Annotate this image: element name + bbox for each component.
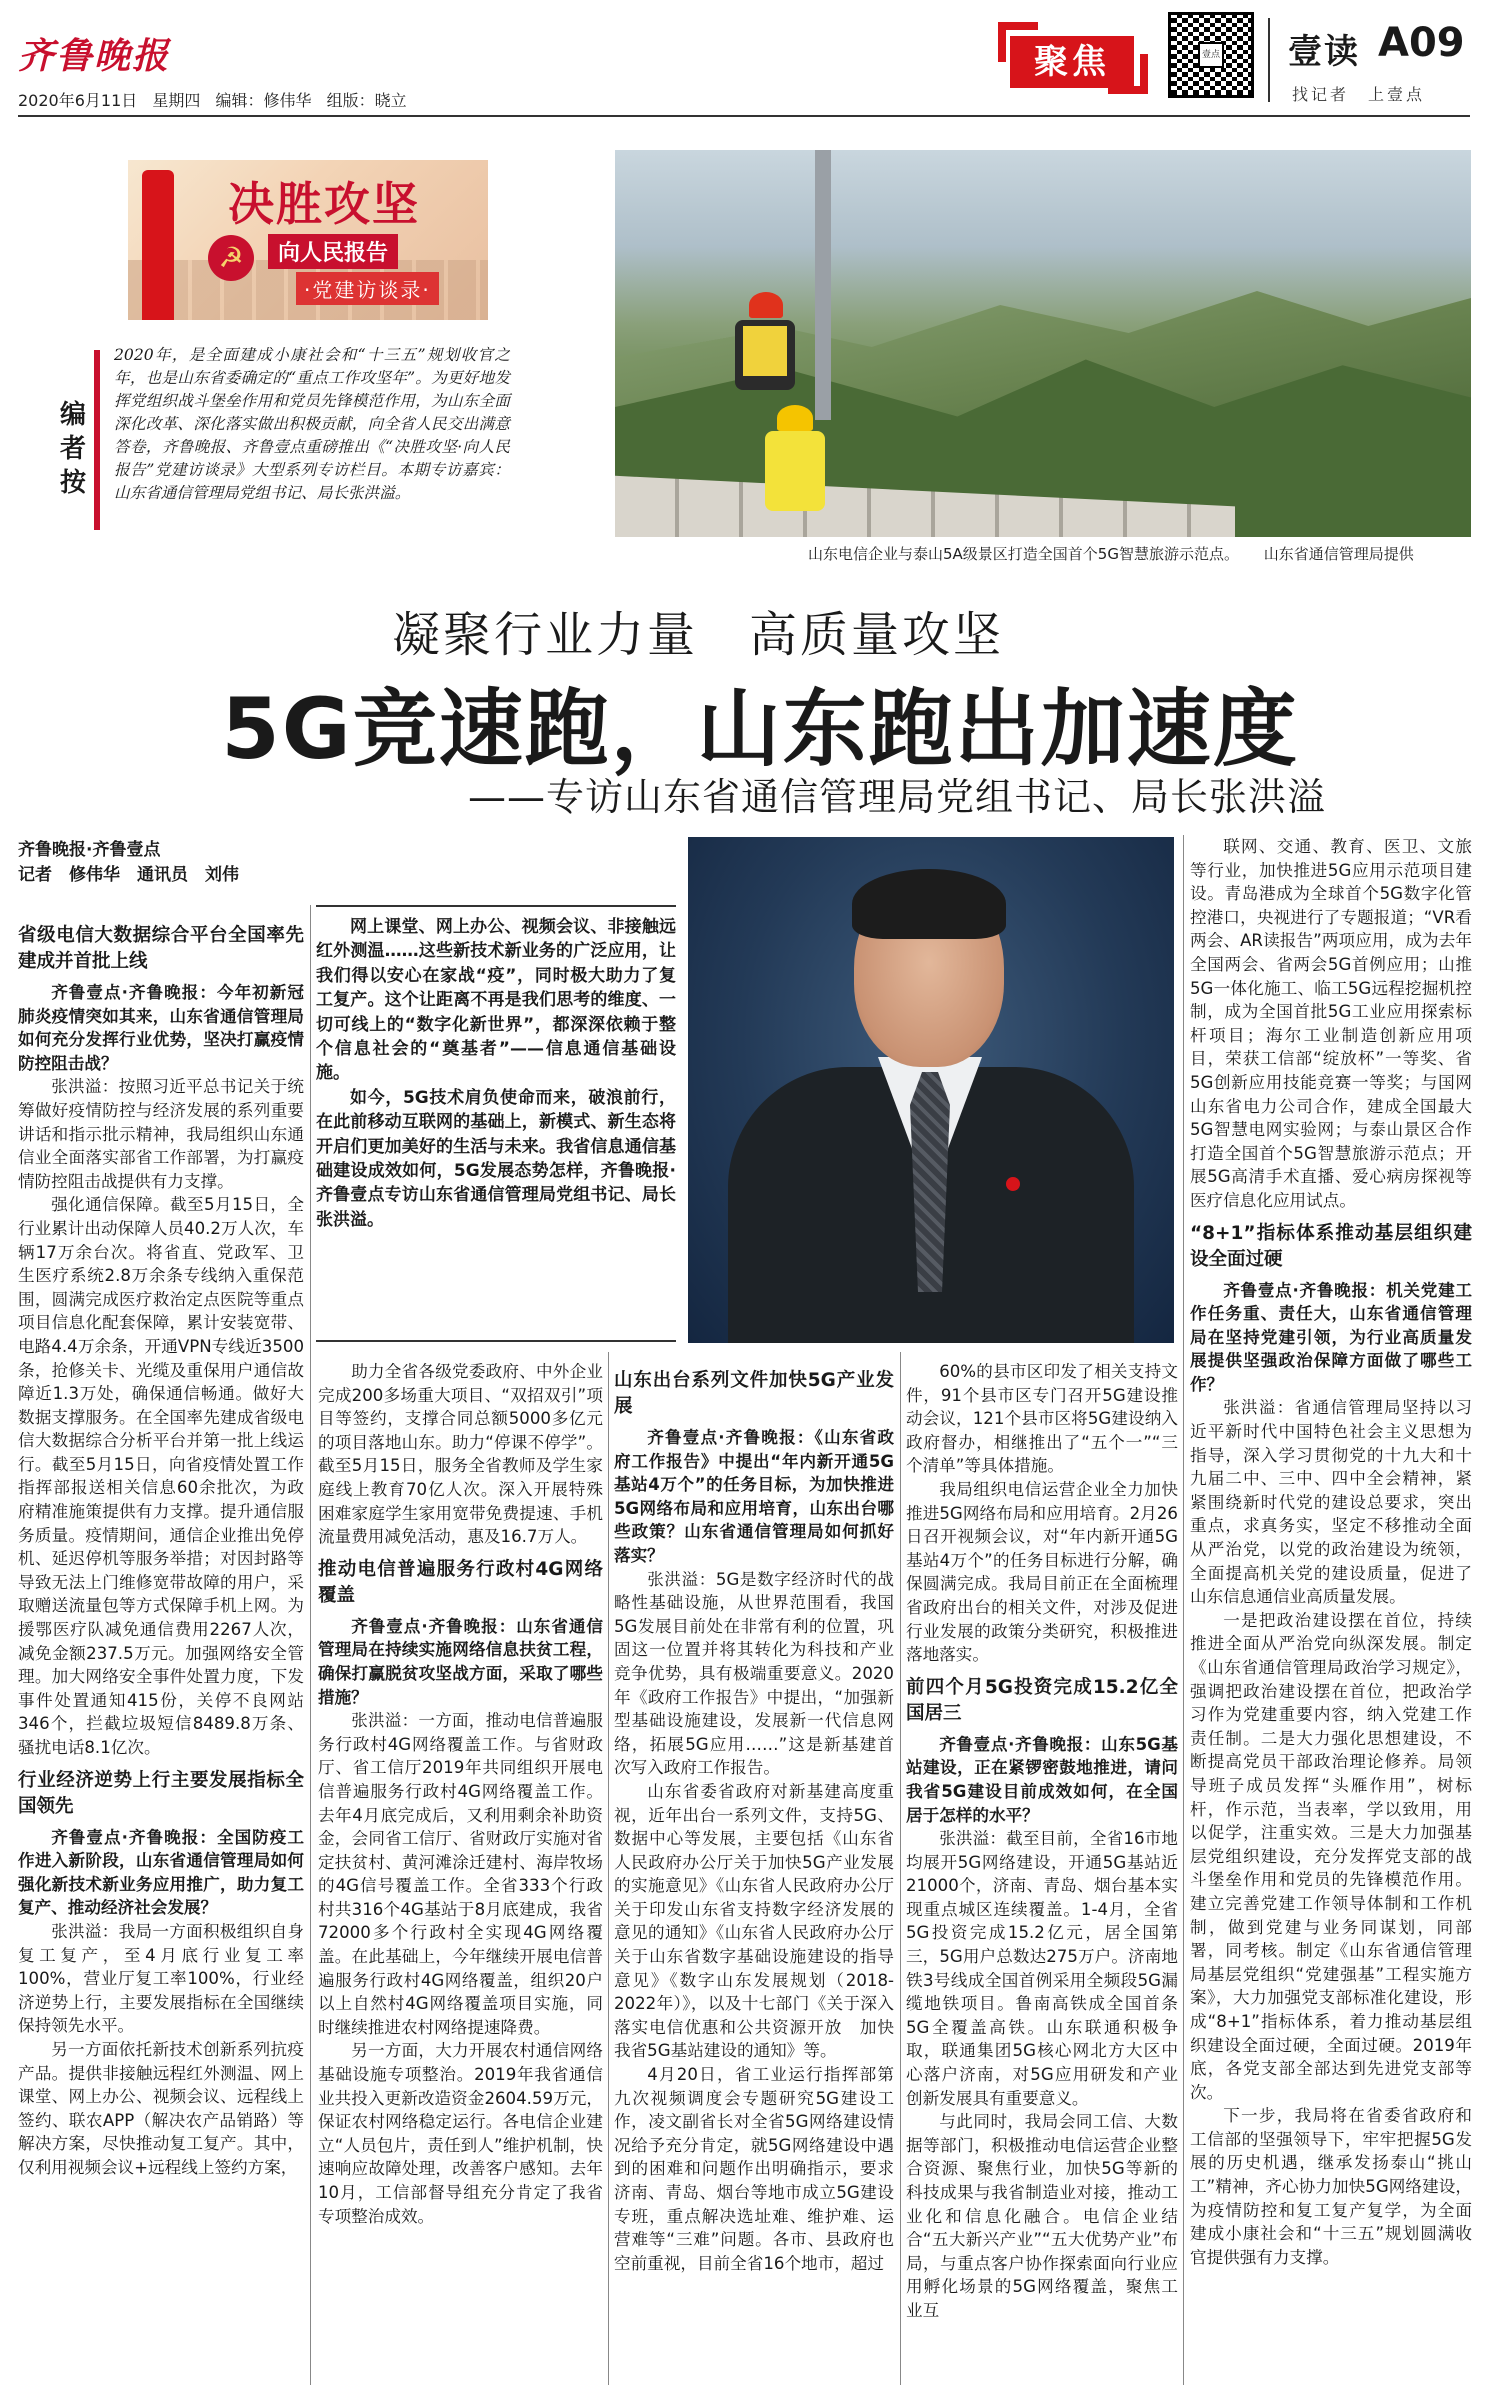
body-paragraph: 下一步，我局将在省委省政府和工信部的坚强领导下，牢牢把握5G发展的历史机遇，继承发扬泰山“挑山工”精神，齐心协力加快5G网络建设，为疫情防控和复工复产复学，为全面建成小康社会和“十三五”规划圆满收官提供强有力支撑。	[1190, 2106, 1472, 2267]
column-divider	[900, 1352, 901, 2385]
reporter-slogan: 找记者 上壹点	[1292, 85, 1426, 104]
article-column-1	[18, 915, 304, 2180]
banner-tag: ·党建访谈录·	[296, 272, 439, 305]
section-name: 壹读	[1288, 32, 1360, 72]
photo-caption	[808, 543, 1414, 564]
party-pin-icon	[1006, 1177, 1020, 1191]
question-paragraph: 齐鲁壹点·齐鲁晚报：山东省通信管理局在持续实施网络信息扶贫工程，确保打赢脱贫攻坚战方面，采取了哪些措施？	[318, 1616, 603, 1707]
body-paragraph: 一是把政治建设摆在首位，持续推进全面从严治党向纵深发展。制定《山东省通信管理局政治学习规定》，强调把政治建设摆在首位，把政治学习作为党建重要内容，纳入党建工作责任制。二是大力强化思想建设，不断提高党员干部政治理论修养。局领导班子成员发挥“头雁作用”，树标杆，作示范，当表率，学以致用，用以促学，注重实效。三是大力加强基层党组织建设，充分发挥党支部的战斗堡垒作用和党员的先锋模范作用。建立完善党建工作领导体制和工作机制，做到党建与业务同谋划，同部署，同考核。制定《山东省通信管理局基层党组织“党建强基”工程实施方案》，大力加强党支部标准化建设，形成“8+1”指标体系，着力推动基层组织建设全面过硬，全面过硬。2019年底，各党支部全部达到先进党支部等次。	[1190, 1610, 1472, 2102]
intro-paragraph: 如今，5G技术肩负使命而来，破浪前行，在此前移动互联网的基础上，新模式、新生态将开启们更加美好的生活与未来。我省信息通信基础建设成效如何，5G发展态势怎样，齐鲁晚报·齐鲁壹点专访山东省通信管理局党组书记、局长张洪溢。	[316, 1087, 676, 1230]
photo-credit: 山东省通信管理局提供	[1263, 545, 1414, 563]
banner-title: 决胜攻坚	[228, 177, 420, 231]
editor-note-text: 2020年，是全面建成小康社会和“十三五”规划收官之年，也是山东省委确定的“重点工作攻坚年”。为更好地发挥党组织战斗堡垒作用和党员先锋模范作用，为山东全面深化改革、深化落实做出积极贡献，向全省人民交出满意答卷，齐鲁晚报、齐鲁壹点重磅推出《“决胜攻坚·向人民报告”党建访谈录》大型系列专访栏目。本期专访嘉宾：山东省通信管理局党组书记、局长张洪溢。	[114, 346, 510, 502]
newspaper-logo: 齐鲁晚报	[18, 35, 171, 77]
body-paragraph: 60%的县市区印发了相关支持文件，91个县市区专门召开5G建设推动会议，121个县市区将5G建设纳入政府督办，相继推出了“五个一”“三个清单”等具体措施。	[906, 1362, 1178, 1476]
section-label: 聚焦	[1010, 36, 1134, 88]
article-column-2	[318, 1360, 603, 2228]
answer-paragraph: 张洪溢：截至目前，全省16市地均展开5G网络建设，开通5G基站近21000个，济南、青岛、烟台基本实现重点城区连续覆盖。1-4月，全省5G投资完成15.2亿元，居全国第三，5G用户总数达275万户。济南地铁3号线成全国首例采用全频段5G漏缆地铁项目。鲁南高铁成全国首条5G全覆盖高铁。山东联通积极争取，联通集团5G核心网北方大区中心落户济南，对5G应用研发和产业创新发展具有重要意义。	[906, 1829, 1178, 2108]
issue-info	[18, 88, 407, 111]
note-accent-bar	[94, 350, 100, 530]
headline-subtitle: ——专访山东省通信管理局党组书记、局长张洪溢	[468, 775, 1327, 819]
column-banner	[128, 160, 488, 320]
section-heading: 推动电信普遍服务行政村4G网络覆盖	[318, 1558, 603, 1606]
column-divider	[608, 1352, 609, 2385]
qr-center-logo: 壹点	[1198, 42, 1224, 68]
header-divider	[1268, 18, 1270, 102]
answer-paragraph: 张洪溢：5G是数字经济时代的战略性基础设施，从世界范围看，我国5G发展目前处在非常有利的位置，巩固这一位置并将其转化为科技和产业竞争优势，具有极端重要意义。2020年《政府工作报告》中提出，“加强新型基础设施建设，发展新一代信息网络，拓展5G应用……”这是新基建首次写入政府工作报告。	[614, 1569, 894, 1778]
feature-photo	[615, 150, 1471, 537]
body-paragraph: 4月20日，省工业运行指挥部第九次视频调度会专题研究5G建设工作，凌文副省长对全省5G网络建设情况给予充分肯定，就5G网络建设中遇到的困难和问题作出明确指示，要求济南、青岛、烟台等地市成立5G建设专班，重点解决选址难、维护难、运营难等“三难”问题。各市、县政府也空前重视，目前全省16个地市，超过	[614, 2065, 894, 2273]
answer-paragraph: 张洪溢：按照习近平总书记关于统筹做好疫情防控与经济发展的系列重要讲话和指示批示精神，我局组织山东通信业全面落实部省工作部署，为打赢疫情防控阻击战提供有力支撑。	[18, 1077, 304, 1191]
article-column-3	[614, 1360, 894, 2275]
section-badge	[998, 22, 1148, 94]
column-divider	[1183, 835, 1184, 2385]
issue-date: 2020年6月11日	[18, 91, 138, 110]
question-paragraph: 齐鲁壹点·齐鲁晚报：今年初新冠肺炎疫情突如其来，山东省通信管理局如何充分发挥行业优势，坚决打赢疫情防控阻击战？	[18, 983, 304, 1073]
question-paragraph: 齐鲁壹点·齐鲁晚报：山东5G基站建设，正在紧锣密鼓地推进，请问我省5G建设目前成效如何，在全国居于怎样的水平？	[906, 1734, 1178, 1825]
body-paragraph: 强化通信保障。截至5月15日，全行业累计出动保障人员40.2万人次，车辆17万余台次。将省直、党政军、卫生医疗系统2.8万余条专线纳入重保范围，圆满完成医疗救治定点医院等重点项目信息化配套保障，累计安装宽带、电路4.4万余条，开通VPN专线近3500条，抢修关卡、光缆及重保用户通信故障近1.3万处，确保通信畅通。做好大数据支撑服务。在全国率先建成省级电信大数据综合分析平台并第一批上线运行。截至5月15日，向省疫情处置工作指挥部报送相关信息60余批次，为政府精准施策提供有力支撑。提升通信服务质量。疫情期间，通信企业推出免停机、延迟停机等服务举措；对因封路等导致无法上门维修宽带故障的用户，采取赠送流量包等方式保障手机上网。为援鄂医疗队减免通信费用2267人次，减免金额237.5万元。加强网络安全管理。加大网络安全事件处置力度，下发事件处置通知415份，关停不良网站346个，拦截垃圾短信8489.8万条、骚扰电话8.1亿次。	[18, 1195, 304, 1757]
intro-box	[316, 915, 676, 1232]
photo-caption-text: 山东电信企业与泰山5A级景区打造全国首个5G智慧旅游示范点。	[808, 545, 1239, 563]
photo-worker	[765, 405, 825, 515]
section-heading: “8+1”指标体系推动基层组织建设全面过硬	[1190, 1222, 1472, 1270]
editor-note-label: 编者按	[59, 400, 86, 498]
article-column-4	[906, 1360, 1178, 2323]
section-heading: 山东出台系列文件加快5G产业发展	[614, 1370, 894, 1417]
question-paragraph: 齐鲁壹点·齐鲁晚报：机关党建工作任务重、责任大，山东省通信管理局在坚持党建引领，为行业高质量发展提供坚强政治保障方面做了哪些工作？	[1190, 1280, 1472, 1394]
interviewee-portrait	[688, 837, 1174, 1343]
portrait-hair	[852, 869, 1006, 939]
body-paragraph: 另一方面，大力开展农村通信网络基础设施专项整治。2019年我省通信业共投入更新改造资金2604.59万元，保证农村网络稳定运行。各电信企业建立“人员包片，责任到人”维护机制，快速响应故障处理，改善客户感知。去年10月，工信部督导组充分肯定了我省专项整治成效。	[318, 2041, 603, 2226]
page-number: A09	[1378, 20, 1465, 66]
byline-outlet: 齐鲁晚报·齐鲁壹点	[18, 840, 161, 860]
section-heading: 省级电信大数据综合平台全国率先建成并首批上线	[18, 925, 304, 972]
banner-subtitle: 向人民报告	[268, 234, 398, 269]
banner-tower-decoration	[142, 170, 174, 320]
photo-worker	[735, 290, 795, 420]
intro-top-rule	[316, 905, 676, 907]
photo-antenna-pole	[815, 150, 831, 420]
column-divider	[310, 905, 311, 2385]
intro-paragraph: 网上课堂、网上办公、视频会议、非接触远红外测温……这些新技术新业务的广泛应用，让我们得以安心在家战“疫”，同时极大助力了复工复产。这个让距离不再是我们思考的维度、一切可线上的“数字化新世界”，都深深依赖于整个信息社会的“奠基者”——信息通信基础设施。	[316, 917, 676, 1084]
body-paragraph: 山东省委省政府对新基建高度重视，近年出台一系列文件，支持5G、数据中心等发展，主要包括《山东省人民政府办公厅关于加快5G产业发展的实施意见》《山东省人民政府办公厅关于印发山东省支持数字经济发展的意见的通知》《山东省人民政府办公厅关于山东省数字基础设施建设的指导意见》《数字山东发展规划（2018-2022年）》，以及十七部门《关于深入落实电信优惠和公共资源开放 加快我省5G基站建设的通知》等。	[614, 1781, 894, 2061]
party-emblem-icon: ☭	[208, 235, 254, 281]
answer-paragraph: 张洪溢：一方面，推动电信普遍服务行政村4G网络覆盖工作。与省财政厅、省工信厅2019年共同组织开展电信普遍服务行政村4G网络覆盖工作。去年4月底完成后，又利用剩余补助资金，会同省工信厅、省财政厅实施对省定扶贫村、黄河滩涂迁建村、海岸牧场的4G信号覆盖工作。全省333个行政村共316个4G基站于8月底建成，我省72000多个行政村全实现4G网络覆盖。在此基础上，今年继续开展电信普遍服务行政村4G网络覆盖，组织20户以上自然村4G网络覆盖项目实施，同时继续推进农村网络提速降费。	[318, 1711, 603, 2037]
main-headline: 5G竞速跑，山东跑出加速度	[221, 680, 1299, 778]
body-paragraph: 助力全省各级党委政府、中外企业完成200多场重大项目、“双招双引”项目等签约，支撑合同总额5000多亿元的项目落地山东。助力“停课不停学”。截至5月15日，服务全省教师及学生家庭线上教育70亿人次。深入开展特殊困难家庭学生家用宽带免费提速、手机流量费用减免活动，惠及16.7万人。	[318, 1362, 603, 1547]
section-heading: 前四个月5G投资完成15.2亿全国居三	[906, 1676, 1178, 1724]
byline-reporters: 记者 修伟华 通讯员 刘伟	[18, 865, 239, 885]
issue-editor: 编辑：修伟华	[215, 91, 312, 110]
masthead-divider	[18, 115, 1470, 117]
intro-bottom-rule	[316, 1340, 676, 1342]
article-column-5	[1190, 835, 1472, 2269]
question-paragraph: 齐鲁壹点·齐鲁晚报：《山东省政府工作报告》中提出“年内新开通5G基站4万个”的任务目标，为加快推进5G网络布局和应用培育，山东出台哪些政策？山东省通信管理局如何抓好落实？	[614, 1428, 894, 1565]
body-paragraph: 另一方面依托新技术创新系列抗疫产品。提供非接触远程红外测温、网上课堂、网上办公、视频会议、远程线上签约、联农APP（解决农产品销路）等解决方案，尽快推动复工复产。其中，仅利用视频会议+远程线上签约方案，	[18, 2039, 304, 2177]
issue-weekday: 星期四	[152, 91, 201, 110]
body-paragraph: 与此同时，我局会同工信、大数据等部门，积极推动电信运营企业整合资源、聚焦行业，加快5G等新的科技成果与我省制造业对接，推动工业化和信息化融合。电信企业结合“五大新兴产业”“五大优势产业”布局，与重点客户协作探索面向行业应用孵化场景的5G网络覆盖，聚焦工业互	[906, 2112, 1178, 2320]
question-paragraph: 齐鲁壹点·齐鲁晚报：全国防疫工作进入新阶段，山东省通信管理局如何强化新技术新业务应用推广，助力复工复产、推动经济社会发展？	[18, 1827, 304, 1918]
body-paragraph: 联网、交通、教育、医卫、文旅等行业，加快推进5G应用示范项目建设。青岛港成为全球首个5G数字化管控港口，央视进行了专题报道；“VR看两会、AR读报告”两项应用，成为去年全国两会、省两会5G首例应用；山推5G一体化施工、临工5G远程挖掘机控制，成为全国首批5G工业应用探索标杆项目；海尔工业制造创新应用项目，荣获工信部“绽放杯”一等奖、省5G创新应用技能竞赛一等奖；与国网山东省电力公司合作，建成全国最大5G智慧电网实验网；与泰山景区合作打造全国首个5G智慧旅游示范点；开展5G高清手术直播、爱心病房探视等医疗信息化应用试点。	[1190, 837, 1472, 1210]
issue-layout: 组版：晓立	[326, 91, 407, 110]
answer-paragraph: 张洪溢：省通信管理局坚持以习近平新时代中国特色社会主义思想为指导，深入学习贯彻党的十九大和十九届二中、三中、四中全会精神，紧紧围绕新时代党的建设总要求，突出重点，求真务实，坚定不移推动全面从严治党，以党的政治建设为统领，全面提高机关党的建设质量，促进了山东信息通信业高质量发展。	[1190, 1398, 1472, 1607]
section-heading: 行业经济逆势上行主要发展指标全国领先	[18, 1769, 304, 1817]
answer-paragraph: 张洪溢：我局一方面积极组织自身复工复产，至4月底行业复工率100%，营业厅复工率100%，行业经济逆势上行，主要发展指标在全国继续保持领先水平。	[18, 1921, 304, 2036]
body-paragraph: 我局组织电信运营企业全力加快推进5G网络布局和应用培育。2月26日召开视频会议，对“年内新开通5G基站4万个”的任务目标进行分解，确保圆满完成。我局目前正在全面梳理省政府出台的相关文件，对涉及促进行业发展的政策分类研究，积极推进落地落实。	[906, 1479, 1178, 1665]
headline-kicker: 凝聚行业力量 高质量攻坚	[392, 607, 1005, 663]
